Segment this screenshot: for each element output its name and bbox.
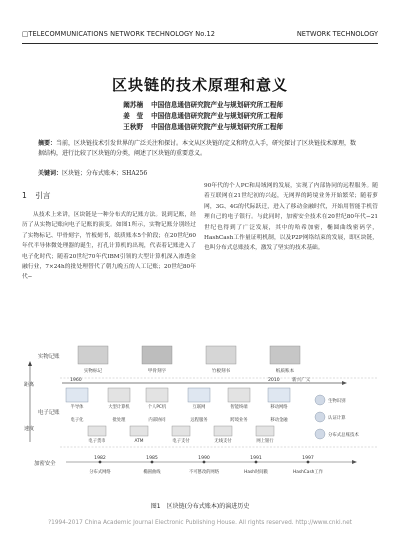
timeline-marker: 新兴广义 [292, 378, 311, 383]
section-number: 1 [22, 191, 27, 200]
electronic-stage-label: 批处理 [112, 418, 126, 423]
author-block [0, 100, 400, 133]
crypto-year: 1997 [302, 456, 314, 461]
physical-item-label: 甲骨刻字 [147, 369, 167, 374]
electronic-row-1 [66, 388, 290, 410]
electronic-product-label: 电子货币 [88, 439, 106, 444]
crypto-year: 1982 [94, 456, 106, 461]
crypto-item-label: HashCash工作 [292, 470, 324, 475]
evolution-figure [22, 342, 378, 496]
future-item-label: 分布式总账技术 [328, 433, 359, 438]
author-affiliation: 中国信息通信研究院产业与规划研究所工程师 [151, 101, 283, 109]
crypto-item-label: 分布式网络 [89, 470, 111, 475]
electronic-stage-label: 移动金融 [270, 418, 288, 423]
keywords-text: 区块链；分布式账本；SHA256 [62, 170, 148, 177]
electronic-stage-label: 远程服务 [190, 418, 208, 423]
abstract [38, 139, 360, 158]
electronic-product-label: ATM [134, 439, 144, 444]
crypto-year: 1990 [198, 456, 210, 461]
section-title: 引言 [35, 191, 51, 200]
author-name: 王秋野 [123, 123, 144, 131]
physical-item-label: 竹板刻书 [211, 369, 231, 374]
electronic-row-3 [88, 426, 274, 444]
bracket-label-distance: 距离 [24, 382, 35, 388]
author-affiliation: 中国信息通信研究院产业与规划研究所工程师 [151, 112, 283, 120]
body-left-column: 从技术上来讲，区块链是一种分布式的记账方法。说到记账，经历了从实物记账向电子记账的演变。如图1所示，实物记账分别经过了实物标记、甲骨刻字，竹板刻书，纸质账本5个阶段；在20世纪60年代半导体微处理器的诞生，打孔计算机的出现，代表着记账进入了电子化时代；随着20世纪70年代IBM引领的大型计算机深入渗透金融行业，7×24h的批处理替代了朝九晚五的人工记账；20世纪80年代− [22, 212, 196, 281]
electronic-item-label: 个人PC机 [147, 405, 167, 410]
future-item-label: 认证计算 [328, 416, 346, 421]
electronic-product-label: 无线支付 [214, 439, 232, 444]
header-rule [22, 43, 378, 44]
keywords [38, 169, 360, 178]
crypto-timeline [89, 455, 323, 475]
electronic-stage-label: 内部协同 [148, 418, 166, 423]
author-name: 姜 莹 [123, 112, 144, 120]
electronic-item-label: 半导体 [70, 405, 84, 410]
electronic-stage-label: 跨境业务 [230, 418, 248, 423]
page-header-left: □TELECOMMUNICATIONS NETWORK TECHNOLOGY No.12 [22, 30, 216, 38]
electronic-product-label: 网上银行 [256, 439, 274, 444]
crypto-year: 1991 [250, 456, 262, 461]
keywords-label: 关键词： [38, 170, 63, 177]
electronic-item-label: 互联网 [192, 405, 206, 410]
paper-title: 区块链的技术原理和意义 [111, 76, 288, 94]
electronic-row-2 [71, 416, 289, 423]
row-label-electronic: 电子记账 [38, 410, 60, 416]
crypto-item-label: Hash时间戳 [244, 470, 268, 475]
physical-items [78, 346, 300, 374]
copyright-watermark: ?1994-2017 China Academic Journal Electronic Publishing House. All rights reserved. http://www.cnki.net [48, 520, 352, 526]
crypto-year: 1985 [146, 456, 158, 461]
author-row [0, 122, 400, 133]
physical-item-label: 实物标记 [83, 369, 103, 374]
body-right-column [204, 181, 378, 254]
row-label-crypto: 加密安全 [34, 461, 56, 467]
electronic-item-label: 大型计算机 [108, 405, 130, 410]
author-row [0, 100, 400, 111]
author-affiliation: 中国信息通信研究院产业与规划研究所工程师 [151, 123, 283, 131]
future-item-label: 生物识别 [328, 399, 346, 404]
abstract-text: 当前，区块链技术引发世界的广泛关注和探讨。本文从区块链的定义和特点入手，研究探讨了区块链技术原理，数据结构，进行比较了区块链的分类，阐述了区块链的重要意义。 [38, 140, 357, 157]
crypto-item-label: 不可篡改的网络 [188, 470, 220, 475]
figure-caption: 图1 区块链(分布式账本)的演进历史 [150, 503, 250, 510]
timeline-marker: 2010 [268, 378, 280, 383]
electronic-stage-label: 电子化 [70, 418, 84, 423]
section-heading [22, 190, 50, 201]
bracket-label-speed: 速度 [24, 426, 35, 432]
electronic-product-label: 电子支付 [172, 439, 190, 444]
electronic-item-label: 移动网络 [270, 405, 288, 410]
electronic-item-label: 智能终端 [230, 405, 248, 410]
page-header-right: NETWORK TECHNOLOGY [296, 30, 378, 38]
author-name: 阚苏楠 [123, 101, 144, 109]
physical-item-label: 纸质账本 [275, 369, 295, 374]
author-row [0, 111, 400, 122]
row-label-physical: 实物记账 [38, 354, 60, 360]
body-paragraph: 90年代的个人PC和局域网的发展，实现了内部协同的远程服务。随着互联网在21世纪初的兴起，无网界的跨境业务开始繁荣；随着萝网，3G、4G的代际跃迁，进入了移动金融时代，开始用智能手机管理自己的电子银行。与此同时，加密安全技术在20世纪80年代−21世纪也得到了广泛发展，其中的哈希加密，椭圆曲线密码学，HashCash工作量证明机制，以及P2P网络结束的发展，即区块链，也叫分布式总账技术，激发了坚实的技术基础。 [204, 183, 378, 252]
future-items [315, 395, 359, 439]
crypto-item-label: 椭圆曲线 [143, 470, 161, 475]
timeline-marker: 1960 [70, 378, 82, 383]
abstract-label: 摘要： [38, 140, 57, 147]
